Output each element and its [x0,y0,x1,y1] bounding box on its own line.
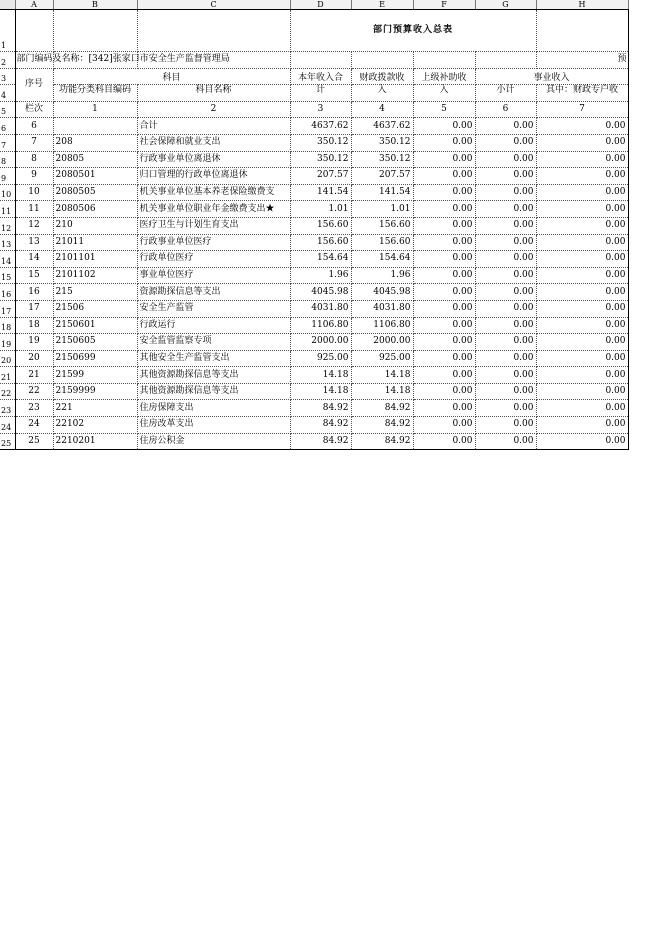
total-income-cell[interactable]: 1106.80 [290,317,351,334]
row-number[interactable]: 6 [0,118,15,135]
subject-name-cell[interactable]: 行政运行 [137,317,290,334]
fiscal-allocation-cell[interactable]: 154.64 [351,251,413,268]
special-account-cell[interactable]: 0.00 [536,267,628,284]
seq-cell[interactable]: 15 [15,267,53,284]
table-row [0,350,628,367]
career-subtotal-cell[interactable]: 0.00 [475,134,536,151]
special-account-cell[interactable]: 0.00 [536,201,628,218]
header-subject-code[interactable]: 功能分类科目编码 [53,85,137,102]
fiscal-allocation-cell[interactable]: 925.00 [351,350,413,367]
cell[interactable] [53,10,137,52]
subject-code-cell[interactable]: 2080501 [53,168,137,185]
header-fiscal-line2[interactable]: 入 [351,85,413,102]
header-subject-name[interactable]: 科目名称 [137,85,290,102]
seq-cell[interactable]: 22 [15,383,53,400]
fiscal-allocation-cell[interactable]: 207.57 [351,168,413,185]
row-number[interactable]: 15 [0,267,15,284]
upper-subsidy-cell[interactable]: 0.00 [413,433,475,450]
column-index-cell[interactable]: 7 [536,101,628,118]
total-income-cell[interactable]: 1.01 [290,201,351,218]
subject-code-cell[interactable]: 2150601 [53,317,137,334]
upper-subsidy-cell[interactable]: 0.00 [413,201,475,218]
row-number[interactable]: 19 [0,334,15,351]
row-number[interactable]: 8 [0,151,15,168]
career-subtotal-cell[interactable]: 0.00 [475,168,536,185]
special-account-cell[interactable]: 0.00 [536,118,628,135]
budget-label-cell[interactable]: 预 [536,52,628,69]
seq-cell[interactable]: 21 [15,367,53,384]
seq-cell[interactable]: 19 [15,334,53,351]
header-row-top [0,68,628,85]
column-header-g[interactable]: G [475,0,536,10]
special-account-cell[interactable]: 0.00 [536,300,628,317]
special-account-cell[interactable]: 0.00 [536,217,628,234]
upper-subsidy-cell[interactable]: 0.00 [413,367,475,384]
total-income-cell[interactable]: 207.57 [290,168,351,185]
career-subtotal-cell[interactable]: 0.00 [475,350,536,367]
department-name-cell[interactable] [15,52,230,69]
career-subtotal-cell[interactable]: 0.00 [475,317,536,334]
table-row [0,234,628,251]
table-row [0,168,628,185]
total-income-cell[interactable]: 925.00 [290,350,351,367]
subject-name-cell[interactable]: 资源勘探信息等支出 [137,284,290,301]
header-subject-group[interactable]: 科目 [53,68,290,85]
total-income-cell[interactable]: 154.64 [290,251,351,268]
sheet-title[interactable]: 部门预算收入总表 [290,10,536,52]
subject-name-cell[interactable]: 住房公积金 [137,433,290,450]
special-account-cell[interactable]: 0.00 [536,334,628,351]
table-row [0,300,628,317]
header-special-account[interactable]: 其中：财政专户收 [536,85,628,102]
cell[interactable] [536,10,628,52]
column-header-e[interactable]: E [351,0,413,10]
column-index-cell[interactable]: 3 [290,101,351,118]
row-number[interactable]: 3 [0,68,15,85]
special-account-cell[interactable]: 0.00 [536,151,628,168]
upper-subsidy-cell[interactable]: 0.00 [413,334,475,351]
career-subtotal-cell[interactable]: 0.00 [475,234,536,251]
row-number[interactable]: 22 [0,383,15,400]
subject-name-cell[interactable]: 其他安全生产监管支出 [137,350,290,367]
total-income-cell[interactable]: 2000.00 [290,334,351,351]
table-row [0,118,628,135]
row-number[interactable]: 14 [0,251,15,268]
cell[interactable] [137,10,290,52]
subject-code-cell[interactable]: 21599 [53,367,137,384]
upper-subsidy-cell[interactable]: 0.00 [413,383,475,400]
select-all-corner[interactable] [0,0,15,10]
subject-name-cell[interactable]: 事业单位医疗 [137,267,290,284]
row-number[interactable]: 4 [0,85,15,102]
subject-name-cell[interactable]: 归口管理的行政单位离退休 [137,168,290,185]
seq-cell[interactable]: 8 [15,151,53,168]
subject-code-cell[interactable]: 2159999 [53,383,137,400]
subject-code-cell[interactable]: 208 [53,134,137,151]
total-income-cell[interactable]: 156.60 [290,217,351,234]
cell[interactable] [15,10,53,52]
seq-cell[interactable]: 10 [15,184,53,201]
subject-code-cell[interactable]: 2150699 [53,350,137,367]
budget-income-spreadsheet [0,0,629,450]
seq-cell[interactable]: 18 [15,317,53,334]
special-account-cell[interactable]: 0.00 [536,168,628,185]
cell[interactable] [351,52,413,69]
table-row [0,217,628,234]
fiscal-allocation-cell[interactable]: 2000.00 [351,334,413,351]
column-index-cell[interactable]: 5 [413,101,475,118]
upper-subsidy-cell[interactable]: 0.00 [413,400,475,417]
column-index-cell[interactable]: 4 [351,101,413,118]
row-number[interactable]: 16 [0,284,15,301]
header-subtotal[interactable]: 小计 [475,85,536,102]
career-subtotal-cell[interactable]: 0.00 [475,251,536,268]
upper-subsidy-cell[interactable]: 0.00 [413,134,475,151]
department-name: 部门编码及名称：[342]张家口市安全生产监督管理局 [16,54,230,64]
special-account-cell[interactable]: 0.00 [536,234,628,251]
total-income-cell[interactable]: 14.18 [290,383,351,400]
fiscal-allocation-cell[interactable]: 141.54 [351,184,413,201]
upper-subsidy-cell[interactable]: 0.00 [413,217,475,234]
row-number[interactable]: 21 [0,367,15,384]
seq-cell[interactable]: 12 [15,217,53,234]
seq-cell[interactable]: 11 [15,201,53,218]
subject-code-cell[interactable]: 22102 [53,417,137,434]
column-index-label[interactable]: 栏次 [15,101,53,118]
subject-name-cell[interactable]: 其他资源勘探信息等支出 [137,383,290,400]
row-number[interactable]: 7 [0,134,15,151]
subject-name-cell[interactable]: 社会保障和就业支出 [137,134,290,151]
subject-code-cell[interactable]: 2150605 [53,334,137,351]
seq-cell[interactable]: 16 [15,284,53,301]
column-header-d[interactable]: D [290,0,351,10]
row-number[interactable]: 24 [0,417,15,434]
upper-subsidy-cell[interactable]: 0.00 [413,300,475,317]
career-subtotal-cell[interactable]: 0.00 [475,334,536,351]
header-total-line1[interactable]: 本年收入合 [290,68,351,85]
subject-code-cell[interactable]: 20805 [53,151,137,168]
fiscal-allocation-cell[interactable]: 350.12 [351,134,413,151]
header-upper-line1[interactable]: 上级补助收 [413,68,475,85]
fiscal-allocation-cell[interactable]: 156.60 [351,217,413,234]
subject-code-cell[interactable]: 210 [53,217,137,234]
fiscal-allocation-cell[interactable]: 1.01 [351,201,413,218]
row-number[interactable]: 11 [0,201,15,218]
title-row [0,10,628,52]
upper-subsidy-cell[interactable]: 0.00 [413,118,475,135]
header-row-bottom [0,85,628,102]
seq-cell[interactable]: 20 [15,350,53,367]
career-subtotal-cell[interactable]: 0.00 [475,284,536,301]
subject-code-cell[interactable]: 21506 [53,300,137,317]
seq-cell[interactable]: 13 [15,234,53,251]
total-income-cell[interactable]: 14.18 [290,367,351,384]
subject-name-cell[interactable]: 其他资源勘探信息等支出 [137,367,290,384]
total-income-cell[interactable]: 350.12 [290,151,351,168]
upper-subsidy-cell[interactable]: 0.00 [413,251,475,268]
department-row [0,52,628,69]
row-number[interactable]: 12 [0,217,15,234]
row-number[interactable]: 9 [0,168,15,185]
special-account-cell[interactable]: 0.00 [536,251,628,268]
subject-code-cell[interactable]: 2101101 [53,251,137,268]
header-fiscal-line1[interactable]: 财政拨款收 [351,68,413,85]
fiscal-allocation-cell[interactable]: 350.12 [351,151,413,168]
column-index-row [0,101,628,118]
career-subtotal-cell[interactable]: 0.00 [475,151,536,168]
seq-cell[interactable]: 9 [15,168,53,185]
total-income-cell[interactable]: 1.96 [290,267,351,284]
seq-cell[interactable]: 23 [15,400,53,417]
row-number[interactable]: 2 [0,52,15,69]
career-subtotal-cell[interactable]: 0.00 [475,267,536,284]
fiscal-allocation-cell[interactable]: 14.18 [351,383,413,400]
upper-subsidy-cell[interactable]: 0.00 [413,184,475,201]
career-subtotal-cell[interactable]: 0.00 [475,417,536,434]
fiscal-allocation-cell[interactable]: 1106.80 [351,317,413,334]
fiscal-allocation-cell[interactable]: 84.92 [351,400,413,417]
special-account-cell[interactable]: 0.00 [536,184,628,201]
subject-name-cell[interactable]: 行政事业单位离退休 [137,151,290,168]
total-income-cell[interactable]: 156.60 [290,234,351,251]
special-account-cell[interactable]: 0.00 [536,284,628,301]
career-subtotal-cell[interactable]: 0.00 [475,201,536,218]
row-number[interactable]: 5 [0,101,15,118]
career-subtotal-cell[interactable]: 0.00 [475,433,536,450]
career-subtotal-cell[interactable]: 0.00 [475,118,536,135]
table-row [0,317,628,334]
subject-code-cell[interactable]: 2080505 [53,184,137,201]
upper-subsidy-cell[interactable]: 0.00 [413,284,475,301]
header-total-line2[interactable]: 计 [290,85,351,102]
total-income-cell[interactable]: 4637.62 [290,118,351,135]
table-row [0,417,628,434]
subject-code-cell[interactable]: 2101102 [53,267,137,284]
special-account-cell[interactable]: 0.00 [536,383,628,400]
row-number[interactable]: 18 [0,317,15,334]
fiscal-allocation-cell[interactable]: 4637.62 [351,118,413,135]
table-row [0,151,628,168]
total-income-cell[interactable]: 350.12 [290,134,351,151]
career-subtotal-cell[interactable]: 0.00 [475,400,536,417]
column-header-a[interactable]: A [15,0,53,10]
seq-cell[interactable]: 14 [15,251,53,268]
career-subtotal-cell[interactable]: 0.00 [475,383,536,400]
upper-subsidy-cell[interactable]: 0.00 [413,417,475,434]
cell[interactable] [475,52,536,69]
table-row [0,334,628,351]
header-seq[interactable]: 序号 [15,68,53,101]
seq-cell[interactable]: 25 [15,433,53,450]
subject-name-cell[interactable]: 住房改革支出 [137,417,290,434]
special-account-cell[interactable]: 0.00 [536,400,628,417]
column-index-cell[interactable]: 1 [53,101,137,118]
header-career-income[interactable]: 事业收入 [475,68,628,85]
subject-name-cell[interactable]: 安全生产监管 [137,300,290,317]
fiscal-allocation-cell[interactable]: 1.96 [351,267,413,284]
row-number[interactable]: 10 [0,184,15,201]
subject-name-cell[interactable]: 行政单位医疗 [137,251,290,268]
upper-subsidy-cell[interactable]: 0.00 [413,234,475,251]
seq-cell[interactable]: 17 [15,300,53,317]
subject-code-cell[interactable]: 21011 [53,234,137,251]
row-number[interactable]: 23 [0,400,15,417]
fiscal-allocation-cell[interactable]: 156.60 [351,234,413,251]
table-row [0,251,628,268]
subject-name-cell[interactable]: 行政事业单位医疗 [137,234,290,251]
total-income-cell[interactable]: 4045.98 [290,284,351,301]
row-number[interactable]: 17 [0,300,15,317]
row-number[interactable]: 1 [0,10,15,52]
special-account-cell[interactable]: 0.00 [536,433,628,450]
subject-code-cell[interactable] [53,118,137,135]
column-header-h[interactable]: H [536,0,628,10]
subject-name-cell[interactable]: 医疗卫生与计划生育支出 [137,217,290,234]
seq-cell[interactable]: 7 [15,134,53,151]
total-income-cell[interactable]: 84.92 [290,433,351,450]
career-subtotal-cell[interactable]: 0.00 [475,367,536,384]
table-row [0,201,628,218]
total-income-cell[interactable]: 84.92 [290,417,351,434]
fiscal-allocation-cell[interactable]: 4045.98 [351,284,413,301]
row-number[interactable]: 20 [0,350,15,367]
special-account-cell[interactable]: 0.00 [536,367,628,384]
fiscal-allocation-cell[interactable]: 14.18 [351,367,413,384]
special-account-cell[interactable]: 0.00 [536,134,628,151]
cell[interactable] [413,52,475,69]
subject-code-cell[interactable]: 2210201 [53,433,137,450]
table-row [0,383,628,400]
column-header-b[interactable]: B [53,0,137,10]
subject-name-cell[interactable]: 合计 [137,118,290,135]
special-account-cell[interactable]: 0.00 [536,417,628,434]
cell[interactable] [290,52,351,69]
table-row [0,284,628,301]
subject-code-cell[interactable]: 221 [53,400,137,417]
table-row [0,184,628,201]
upper-subsidy-cell[interactable]: 0.00 [413,350,475,367]
column-header-f[interactable]: F [413,0,475,10]
table-row [0,267,628,284]
column-header-c[interactable]: C [137,0,290,10]
total-income-cell[interactable]: 141.54 [290,184,351,201]
table-row [0,433,628,450]
subject-name-cell[interactable]: 安全监管监察专项 [137,334,290,351]
career-subtotal-cell[interactable]: 0.00 [475,217,536,234]
fiscal-allocation-cell[interactable]: 84.92 [351,417,413,434]
subject-name-cell[interactable]: 机关事业单位基本养老保险缴费支 [137,184,290,201]
seq-cell[interactable]: 24 [15,417,53,434]
fiscal-allocation-cell[interactable]: 4031.80 [351,300,413,317]
total-income-cell[interactable]: 84.92 [290,400,351,417]
fiscal-allocation-cell[interactable]: 84.92 [351,433,413,450]
upper-subsidy-cell[interactable]: 0.00 [413,267,475,284]
table-row [0,400,628,417]
row-number[interactable]: 25 [0,433,15,450]
subject-code-cell[interactable]: 215 [53,284,137,301]
upper-subsidy-cell[interactable]: 0.00 [413,151,475,168]
career-subtotal-cell[interactable]: 0.00 [475,184,536,201]
special-account-cell[interactable]: 0.00 [536,350,628,367]
row-number[interactable]: 13 [0,234,15,251]
column-index-cell[interactable]: 6 [475,101,536,118]
subject-name-cell[interactable]: 住房保障支出 [137,400,290,417]
upper-subsidy-cell[interactable]: 0.00 [413,168,475,185]
subject-code-cell[interactable]: 2080506 [53,201,137,218]
table-row [0,134,628,151]
total-income-cell[interactable]: 4031.80 [290,300,351,317]
upper-subsidy-cell[interactable]: 0.00 [413,317,475,334]
table-row [0,367,628,384]
seq-cell[interactable]: 6 [15,118,53,135]
column-header-row [0,0,628,10]
column-index-cell[interactable]: 2 [137,101,290,118]
subject-name-cell[interactable]: 机关事业单位职业年金缴费支出★ [137,201,290,218]
special-account-cell[interactable]: 0.00 [536,317,628,334]
career-subtotal-cell[interactable]: 0.00 [475,300,536,317]
header-upper-line2[interactable]: 入 [413,85,475,102]
